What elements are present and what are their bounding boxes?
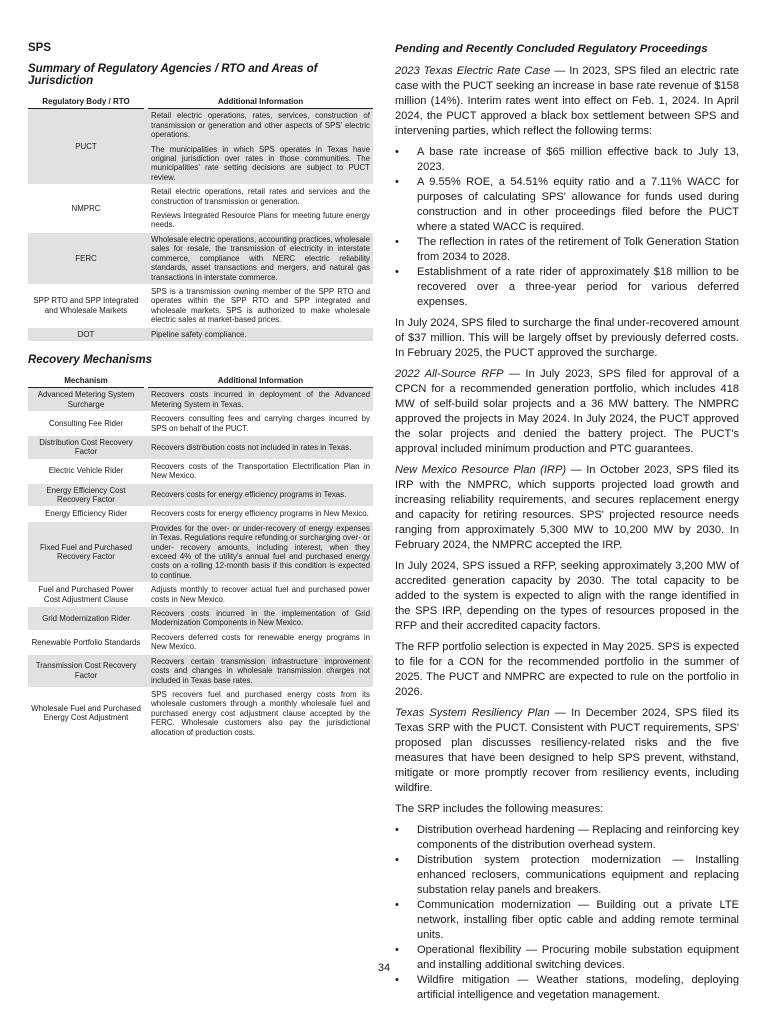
right-column: [395, 42, 739, 1009]
table-row: [28, 388, 373, 412]
nm-resource-plan-paragraph: New Mexico Resource Plan (IRP) — In October 2023, SPS filed its IRP with the NMPRC, which supports projected load growth and increasing reliability requirements, and secures replacement energy and capacity for retiring resources. SPS' projected resource needs ranging from approximately 5,300 MW to 10,200 MW by 2030. In February 2024, the NMPRC accepted the IRP.: [395, 464, 739, 551]
rfp-2024-paragraph: In July 2024, SPS issued a RFP, seeking approximately 3,200 MW of accredited generation capacity by 2030. The total capacity to be added to the system is expected to align with the range identified in the SPS IRP, depending on the types of resources proposed in the RFP and their accredited capacity factors.: [395, 560, 739, 632]
regulatory-table: [28, 97, 373, 342]
recovery-table: [28, 376, 373, 740]
proceedings-title: Pending and Recently Concluded Regulatory Proceedings: [395, 43, 708, 55]
regulatory-body: SPP RTO and SPP Integrated and Wholesale Markets: [28, 285, 144, 328]
mechanism: Fixed Fuel and Purchased Recovery Factor: [28, 522, 144, 583]
table-row: [28, 507, 373, 521]
additional-info: Recovers costs for energy efficiency programs in Texas.: [148, 484, 373, 508]
table-row: [28, 185, 373, 233]
additional-info: Wholesale electric operations, accounting practices, wholesale sales for resale, the transmission of electricity in interstate commerce, compliance with NERC electric reliability standards, asset transactions and mergers, and natural gas transactions in interstate commerce.: [148, 233, 373, 285]
mechanism: Consulting Fee Rider: [28, 412, 144, 436]
column-header: Regulatory Body / RTO: [28, 97, 144, 109]
table-row: [28, 460, 373, 484]
srp-paragraph: Texas System Resiliency Plan — In December 2024, SPS filed its Texas SRP with the PUCT. Consistent with PUCT requirements, SPS' proposed plan discusses resiliency-related risks and the five measures that have been designed to help SPS prevent, withstand, mitigate or more promptly recover from resiliency events, including wildfire.: [395, 707, 739, 794]
additional-info: Recovers costs of the Transportation Electrification Plan in New Mexico.: [148, 460, 373, 484]
table-row: [28, 412, 373, 436]
additional-info: Recovers consulting fees and carrying charges incurred by SPS on behalf of the PUCT.: [148, 412, 373, 436]
paragraph-lead: 2022 All-Source RFP: [395, 368, 504, 380]
bullet-icon: •: [395, 899, 399, 911]
additional-info: Retail electric operations, rates, services, construction of transmission or generation and other aspects of SPS' electric operations. The municipalities in which SPS operates in Texas have original jurisdiction over rates in those communities. The municipalities' rate setting decisions are subject to PUCT review.: [148, 109, 373, 185]
regulatory-body: FERC: [28, 233, 144, 285]
additional-info: Recovers costs incurred in the implementation of Grid Modernization Components in New Mexico.: [148, 607, 373, 631]
list-item: • Communication modernization — Building out a private LTE network, installing fiber optic cable and adding remote terminal units.: [395, 899, 739, 941]
bullet-icon: •: [395, 176, 399, 188]
table-row: [28, 484, 373, 508]
mechanism: Advanced Metering System Surcharge: [28, 388, 144, 412]
table-row: [28, 328, 373, 342]
table-row: [28, 631, 373, 655]
table-row: [28, 583, 373, 607]
table-row: [28, 109, 373, 185]
list-item: • A base rate increase of $65 million effective back to July 13, 2023.: [395, 146, 739, 173]
company-heading: SPS: [28, 42, 52, 54]
regulatory-body: PUCT: [28, 109, 144, 185]
list-item: • Distribution overhead hardening — Replacing and reinforcing key components of the distribution overhead system.: [395, 824, 739, 851]
list-item: • The reflection in rates of the retirement of Tolk Generation Station from 2034 to 2028.: [395, 236, 739, 263]
regulatory-body: NMPRC: [28, 185, 144, 233]
table-row: [28, 655, 373, 688]
regulatory-table-title: Summary of Regulatory Agencies / RTO and Areas of Jurisdiction: [28, 63, 318, 87]
srp-intro: The SRP includes the following measures:: [395, 803, 604, 815]
rfp-2022-paragraph: 2022 All-Source RFP — In July 2023, SPS filed for approval of a CPCN for a recommended generation portfolio, which includes 418 MW of self-build solar projects and a 36 MW battery. The NMPRC approved the projects in May 2024. In July 2024, the PUCT approved the solar projects and denied the battery project. The PUCT's approval included minimum production and PTC guarantees.: [395, 368, 739, 455]
list-item: • A 9.55% ROE, a 54.51% equity ratio and a 7.11% WACC for purposes of calculating SPS' allowance for funds used during construction and in other proceedings filed before the PUCT where a stated WACC is required.: [395, 176, 739, 233]
bullet-icon: •: [395, 854, 399, 866]
mechanism: Grid Modernization Rider: [28, 607, 144, 631]
texas-rate-case-paragraph: 2023 Texas Electric Rate Case — In 2023, SPS filed an electric rate case with the PUCT seeking an increase in base rate revenue of $158 million (14%). Interim rates went into effect on Feb. 1, 2024. In April 2024, the PUCT approved a black box settlement between SPS and intervening parties, which reflect the following terms:: [395, 65, 739, 137]
additional-info: Recovers costs for energy efficiency programs in New Mexico.: [148, 507, 373, 521]
list-item: • Establishment of a rate rider of approximately $18 million to be recovered over a three-year period for various deferred expenses.: [395, 266, 739, 308]
additional-info: Retail electric operations, retail rates and services and the construction of transmission or generation. Reviews Integrated Resource Plans for meeting future energy needs.: [148, 185, 373, 233]
bullet-icon: •: [395, 944, 399, 956]
page-number: 34: [377, 962, 391, 974]
list-item: • Operational flexibility — Procuring mobile substation equipment and installing additional switching devices.: [395, 944, 739, 971]
paragraph-lead: New Mexico Resource Plan (IRP): [395, 464, 567, 476]
additional-info: Recovers distribution costs not included in rates in Texas.: [148, 436, 373, 460]
bullet-icon: •: [395, 236, 399, 248]
additional-info: Recovers certain transmission infrastructure improvement costs and changes in wholesale transmission charges not included in Texas base rates.: [148, 655, 373, 688]
regulatory-body: DOT: [28, 328, 144, 342]
table-row: [28, 522, 373, 583]
rate-case-terms-list: [395, 145, 739, 310]
mechanism: Energy Efficiency Cost Recovery Factor: [28, 484, 144, 508]
paragraph-lead: 2023 Texas Electric Rate Case: [395, 65, 551, 77]
recovery-table-title: Recovery Mechanisms: [28, 353, 153, 366]
left-column: [28, 42, 373, 740]
bullet-icon: •: [395, 266, 399, 278]
paragraph-lead: Texas System Resiliency Plan: [395, 707, 550, 719]
bullet-icon: •: [395, 146, 399, 158]
list-item: • Distribution system protection modernization — Installing enhanced reclosers, communications equipment and replacing substation relay panels and breakers.: [395, 854, 739, 896]
bullet-icon: •: [395, 974, 399, 986]
additional-info: Recovers costs incurred in deployment of the Advanced Metering System in Texas.: [148, 388, 373, 412]
table-row: [28, 688, 373, 740]
additional-info: Provides for the over- or under-recovery of energy expenses in Texas. Regulations require refunding or surcharging over- or under- recovery amounts, including interest, when they exceed 4% of the utility's annual fuel and purchased energy costs on a rolling 12-month basis if this condition is expected to continue.: [148, 522, 373, 583]
bullet-icon: •: [395, 824, 399, 836]
column-header: Additional Information: [148, 376, 373, 388]
rfp-selection-paragraph: The RFP portfolio selection is expected in May 2025. SPS is expected to file for a CON for the recommended portfolio in the summer of 2025. The PUCT and NMPRC are expected to rule on the portfolio in 2026.: [395, 641, 739, 698]
table-row: [28, 436, 373, 460]
table-row: [28, 285, 373, 328]
additional-info: SPS is a transmission owning member of the SPP RTO and operates within the SPP RTO and SPP integrated and wholesale markets. SPS is authorized to make wholesale electric sales at market-based prices.: [148, 285, 373, 328]
additional-info: Adjusts monthly to recover actual fuel and purchased power costs in New Mexico.: [148, 583, 373, 607]
additional-info: Recovers deferred costs for renewable energy programs in New Mexico.: [148, 631, 373, 655]
surcharge-paragraph: In July 2024, SPS filed to surcharge the final under-recovered amount of $37 million. This will be largely offset by previously deferred costs. In February 2025, the PUCT approved the surcharge.: [395, 317, 739, 359]
mechanism: Wholesale Fuel and Purchased Energy Cost Adjustment: [28, 688, 144, 740]
mechanism: Fuel and Purchased Power Cost Adjustment Clause: [28, 583, 144, 607]
mechanism: Transmission Cost Recovery Factor: [28, 655, 144, 688]
list-item: • Wildfire mitigation — Weather stations, modeling, deploying artificial intelligence and vegetation management.: [395, 974, 739, 1001]
mechanism: Renewable Portfolio Standards: [28, 631, 144, 655]
table-row: [28, 607, 373, 631]
srp-measures-list: [395, 823, 739, 1003]
table-row: [28, 233, 373, 285]
column-header: Additional Information: [148, 97, 373, 109]
column-header: Mechanism: [28, 376, 144, 388]
additional-info: Pipeline safety compliance.: [148, 328, 373, 342]
additional-info: SPS recovers fuel and purchased energy costs from its wholesale customers through a monthly wholesale fuel and purchased energy cost adjustment clause accepted by the FERC. Wholesale customers also pay the jurisdictional allocation of production costs.: [148, 688, 373, 740]
mechanism: Distribution Cost Recovery Factor: [28, 436, 144, 460]
mechanism: Energy Efficiency Rider: [28, 507, 144, 521]
mechanism: Electric Vehicle Rider: [28, 460, 144, 484]
